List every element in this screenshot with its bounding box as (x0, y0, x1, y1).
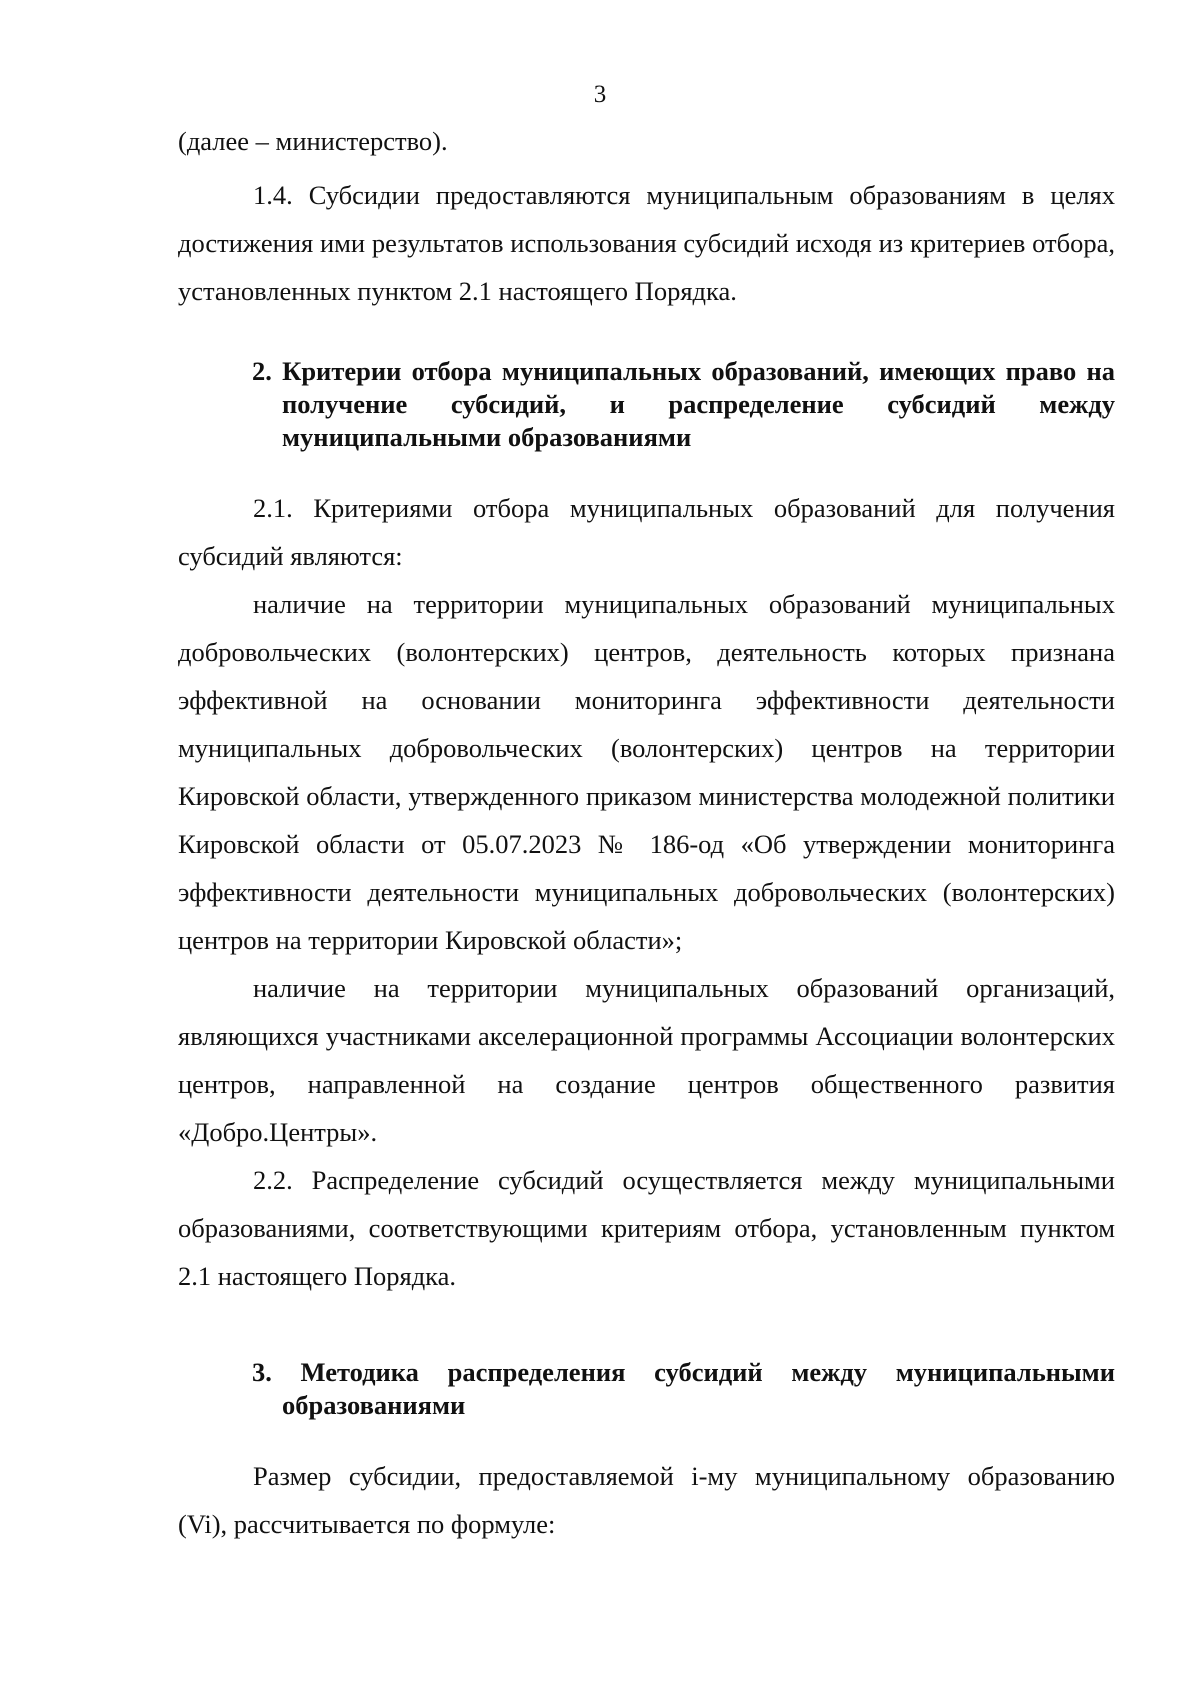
paragraph-2-2: 2.2. Распределение субсидий осуществляется между муниципальными образованиями, соответствующими критериям отбора, установленным пунктом 2.1 настоящего Порядка. (178, 1165, 1115, 1291)
paragraph-continuation: (далее – министерство). (178, 126, 448, 156)
paragraph-2-1-criterion-1: наличие на территории муниципальных образований муниципальных добровольческих (волонтерских) центров, деятельность которых признана эффективной на основании мониторинга эффективности деятельности муниципальных добровольческих (волонтерских) центров на территории Кировской области, утвержденного приказом министерства молодежной политики Кировской области от 05.07.2023 № 186-од «Об утверждении мониторинга эффективности деятельности муниципальных добровольческих (волонтерских) центров на территории Кировской области»; (178, 589, 1115, 955)
paragraph-2-1: 2.1. Критериями отбора муниципальных образований для получения субсидий являются: (178, 493, 1115, 571)
section-heading-3: 3. Методика распределения субсидий между муниципальными образованиями (252, 1357, 1115, 1420)
page-number: 3 (593, 81, 607, 108)
document-body (178, 117, 1115, 1548)
paragraph-1-4: 1.4. Субсидии предоставляются муниципальным образованиям в целях достижения ими результатов использования субсидий исходя из критериев отбора, установленных пунктом 2.1 настоящего Порядка. (178, 180, 1115, 306)
paragraph-3-intro: Размер субсидии, предоставляемой i-му муниципальному образованию (Vi), рассчитывается по формуле: (178, 1461, 1115, 1539)
paragraph-2-1-criterion-2: наличие на территории муниципальных образований организаций, являющихся участниками акселерационной программы Ассоциации волонтерских центров, направленной на создание центров общественного развития «Добро.Центры». (178, 973, 1115, 1147)
section-heading-2: 2. Критерии отбора муниципальных образований, имеющих право на получение субсидий, и распределение субсидий между муниципальными образованиями (252, 356, 1115, 452)
